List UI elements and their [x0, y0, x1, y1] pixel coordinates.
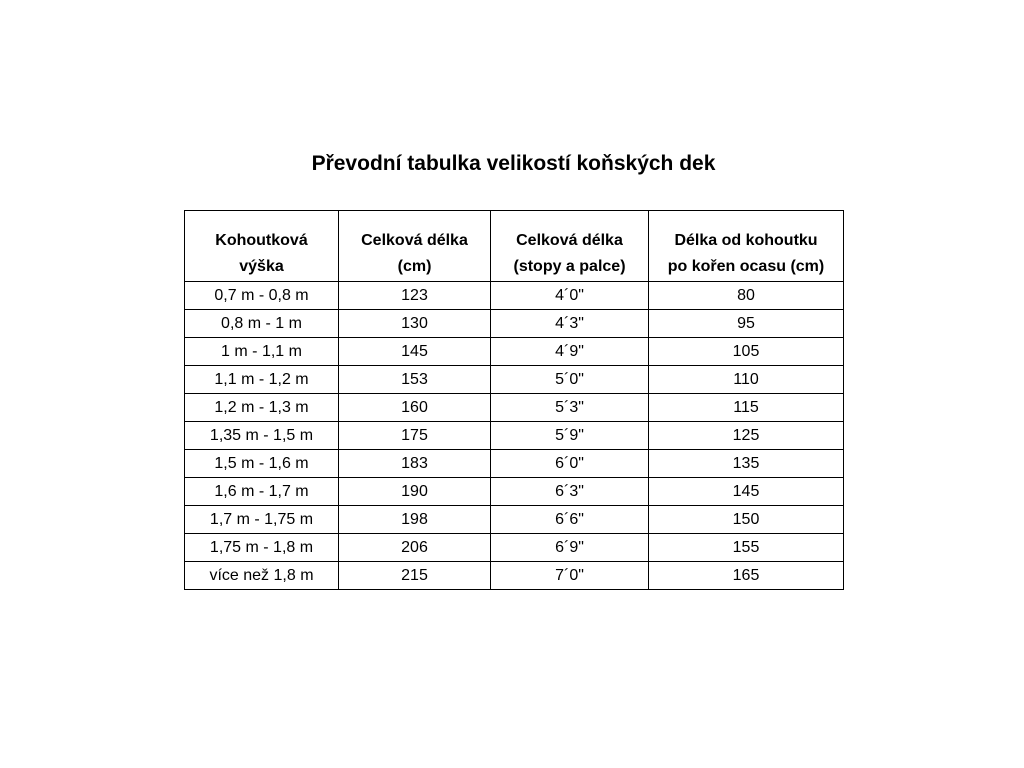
cell-back-length-cm: 165 [649, 562, 844, 590]
cell-back-length-cm: 80 [649, 282, 844, 310]
cell-withers-height: 1,75 m - 1,8 m [185, 534, 339, 562]
cell-total-length-feet: 7´0" [491, 562, 649, 590]
header-back-length-cm [649, 211, 844, 282]
cell-withers-height: 0,8 m - 1 m [185, 310, 339, 338]
page-title: Převodní tabulka velikostí koňských dek [311, 152, 716, 175]
cell-back-length-cm: 155 [649, 534, 844, 562]
cell-back-length-cm: 95 [649, 310, 844, 338]
cell-total-length-cm: 123 [339, 282, 491, 310]
cell-withers-height: 1,7 m - 1,75 m [185, 506, 339, 534]
table-row [185, 562, 844, 590]
header-total-length-feet [491, 211, 649, 282]
cell-back-length-cm: 135 [649, 450, 844, 478]
cell-withers-height: 1,5 m - 1,6 m [185, 450, 339, 478]
cell-withers-height: 1 m - 1,1 m [185, 338, 339, 366]
cell-withers-height: 1,1 m - 1,2 m [185, 366, 339, 394]
cell-total-length-cm: 206 [339, 534, 491, 562]
cell-withers-height: více než 1,8 m [185, 562, 339, 590]
cell-withers-height: 1,6 m - 1,7 m [185, 478, 339, 506]
table-row [185, 506, 844, 534]
cell-total-length-cm: 130 [339, 310, 491, 338]
cell-back-length-cm: 150 [649, 506, 844, 534]
header-total-length-cm [339, 211, 491, 282]
cell-back-length-cm: 125 [649, 422, 844, 450]
cell-total-length-cm: 183 [339, 450, 491, 478]
table-row [185, 338, 844, 366]
header-line: Celková délka [361, 232, 468, 249]
size-conversion-table [184, 210, 844, 590]
cell-total-length-feet: 4´0" [491, 282, 649, 310]
cell-withers-height: 0,7 m - 0,8 m [185, 282, 339, 310]
table-row [185, 366, 844, 394]
table-row [185, 394, 844, 422]
cell-total-length-feet: 4´9" [491, 338, 649, 366]
header-line: výška [239, 258, 284, 275]
cell-total-length-feet: 6´3" [491, 478, 649, 506]
cell-total-length-feet: 5´0" [491, 366, 649, 394]
cell-total-length-cm: 175 [339, 422, 491, 450]
header-line: (stopy a palce) [513, 258, 626, 275]
cell-total-length-feet: 5´3" [491, 394, 649, 422]
cell-back-length-cm: 105 [649, 338, 844, 366]
cell-total-length-cm: 190 [339, 478, 491, 506]
table-row [185, 282, 844, 310]
cell-total-length-feet: 6´0" [491, 450, 649, 478]
cell-withers-height: 1,2 m - 1,3 m [185, 394, 339, 422]
cell-total-length-cm: 153 [339, 366, 491, 394]
table-header-row [185, 211, 844, 282]
cell-total-length-feet: 6´6" [491, 506, 649, 534]
header-line: (cm) [397, 258, 432, 275]
header-withers-height [185, 211, 339, 282]
cell-withers-height: 1,35 m - 1,5 m [185, 422, 339, 450]
header-line: Celková délka [516, 232, 623, 249]
table-row [185, 310, 844, 338]
cell-total-length-feet: 5´9" [491, 422, 649, 450]
cell-total-length-feet: 6´9" [491, 534, 649, 562]
cell-total-length-feet: 4´3" [491, 310, 649, 338]
table-row [185, 450, 844, 478]
cell-back-length-cm: 145 [649, 478, 844, 506]
cell-back-length-cm: 110 [649, 366, 844, 394]
header-line: Kohoutková [215, 232, 308, 249]
cell-total-length-cm: 145 [339, 338, 491, 366]
table-row [185, 478, 844, 506]
header-line: Délka od kohoutku [674, 232, 818, 249]
cell-total-length-cm: 160 [339, 394, 491, 422]
table-row [185, 422, 844, 450]
header-line: po kořen ocasu (cm) [667, 258, 825, 275]
cell-back-length-cm: 115 [649, 394, 844, 422]
cell-total-length-cm: 198 [339, 506, 491, 534]
cell-total-length-cm: 215 [339, 562, 491, 590]
table-row [185, 534, 844, 562]
